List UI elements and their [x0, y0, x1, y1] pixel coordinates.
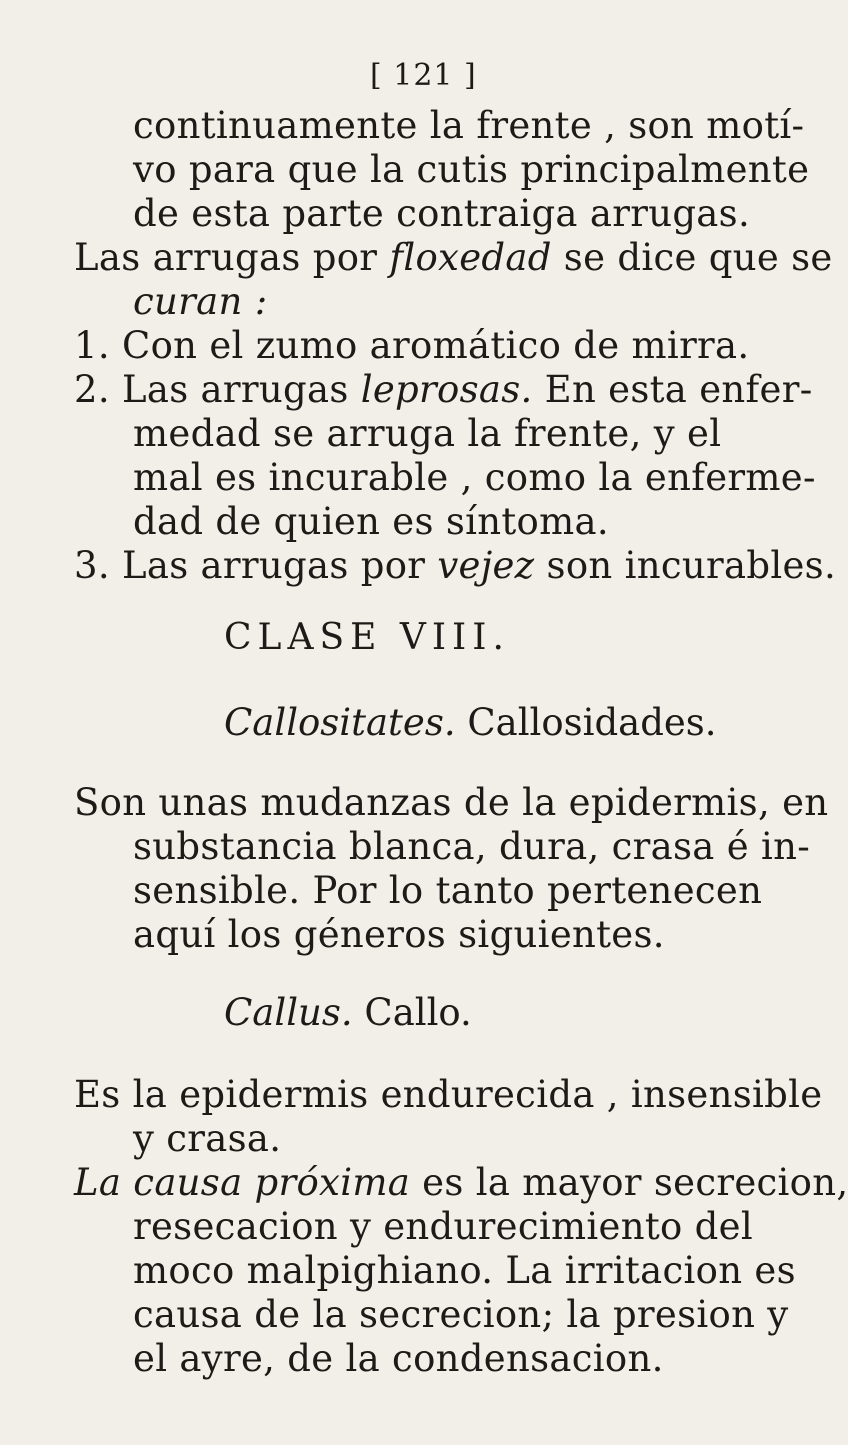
callositates-latin: Callositates.	[224, 701, 456, 744]
item2-line-4: dad de quien es síntoma.	[133, 500, 609, 543]
item3-text-a: Las arrugas por	[121, 544, 438, 587]
item1-text: Con el zumo aromático de mirra.	[121, 324, 750, 367]
callositates-spanish: Callosidades.	[455, 701, 717, 744]
para3-line-2: substancia blanca, dura, crasa é in-	[133, 825, 811, 868]
item2-line-3: mal es incurable , como la enferme-	[133, 456, 816, 499]
para2-text-b: se dice que se	[551, 236, 833, 279]
item1-line	[74, 324, 749, 368]
item1-number: 1.	[74, 324, 110, 367]
callositates-heading	[224, 701, 717, 745]
callus-spanish: Callo.	[352, 991, 472, 1034]
para5-line-3: moco malpighiano. La irritacion es	[133, 1249, 796, 1292]
item2-text-b: En esta enfer-	[532, 368, 813, 411]
para2-line-1	[74, 236, 833, 280]
callus-heading	[224, 991, 472, 1035]
item3-number: 3.	[74, 544, 110, 587]
item3-line	[74, 544, 836, 588]
callus-latin: Callus.	[224, 991, 353, 1034]
para4-line-2: y crasa.	[133, 1117, 282, 1160]
para5-text-b: es la mayor secrecion,	[410, 1161, 848, 1204]
para2-text-a: Las arrugas por	[74, 236, 390, 279]
para2-line-2	[133, 280, 267, 324]
item2-italic-term: leprosas.	[360, 368, 533, 411]
item3-italic-term: vejez	[437, 544, 535, 587]
para2-curan: curan :	[133, 280, 268, 323]
para4-line-1: Es la epidermis endurecida , insensible	[74, 1073, 823, 1116]
para5-line-1	[74, 1161, 848, 1205]
para3-line-1: Son unas mudanzas de la epidermis, en	[74, 781, 829, 824]
para3-line-4: aquí los géneros siguientes.	[133, 913, 665, 956]
para5-line-5: el ayre, de la condensacion.	[133, 1337, 664, 1380]
item2-number: 2.	[74, 368, 110, 411]
item2-text-a: Las arrugas	[121, 368, 361, 411]
item3-text-b: son incurables.	[534, 544, 837, 587]
item2-line-1	[74, 368, 813, 412]
para1-line-2: vo para que la cutis principalmente	[133, 148, 810, 191]
page-number: [ 121 ]	[370, 58, 477, 93]
para1-line-1: continuamente la frente , son motí-	[133, 104, 805, 147]
para1-line-3: de esta parte contraiga arrugas.	[133, 192, 751, 235]
class-heading: CLASE VIII.	[224, 617, 510, 658]
para5-line-4: causa de la secrecion; la presion y	[133, 1293, 789, 1336]
item2-line-2: medad se arruga la frente, y el	[133, 412, 722, 455]
para3-line-3: sensible. Por lo tanto pertenecen	[133, 869, 763, 912]
para2-italic-term: floxedad	[389, 236, 552, 279]
para5-italic-term: La causa próxima	[74, 1161, 411, 1204]
para5-line-2: resecacion y endurecimiento del	[133, 1205, 753, 1248]
